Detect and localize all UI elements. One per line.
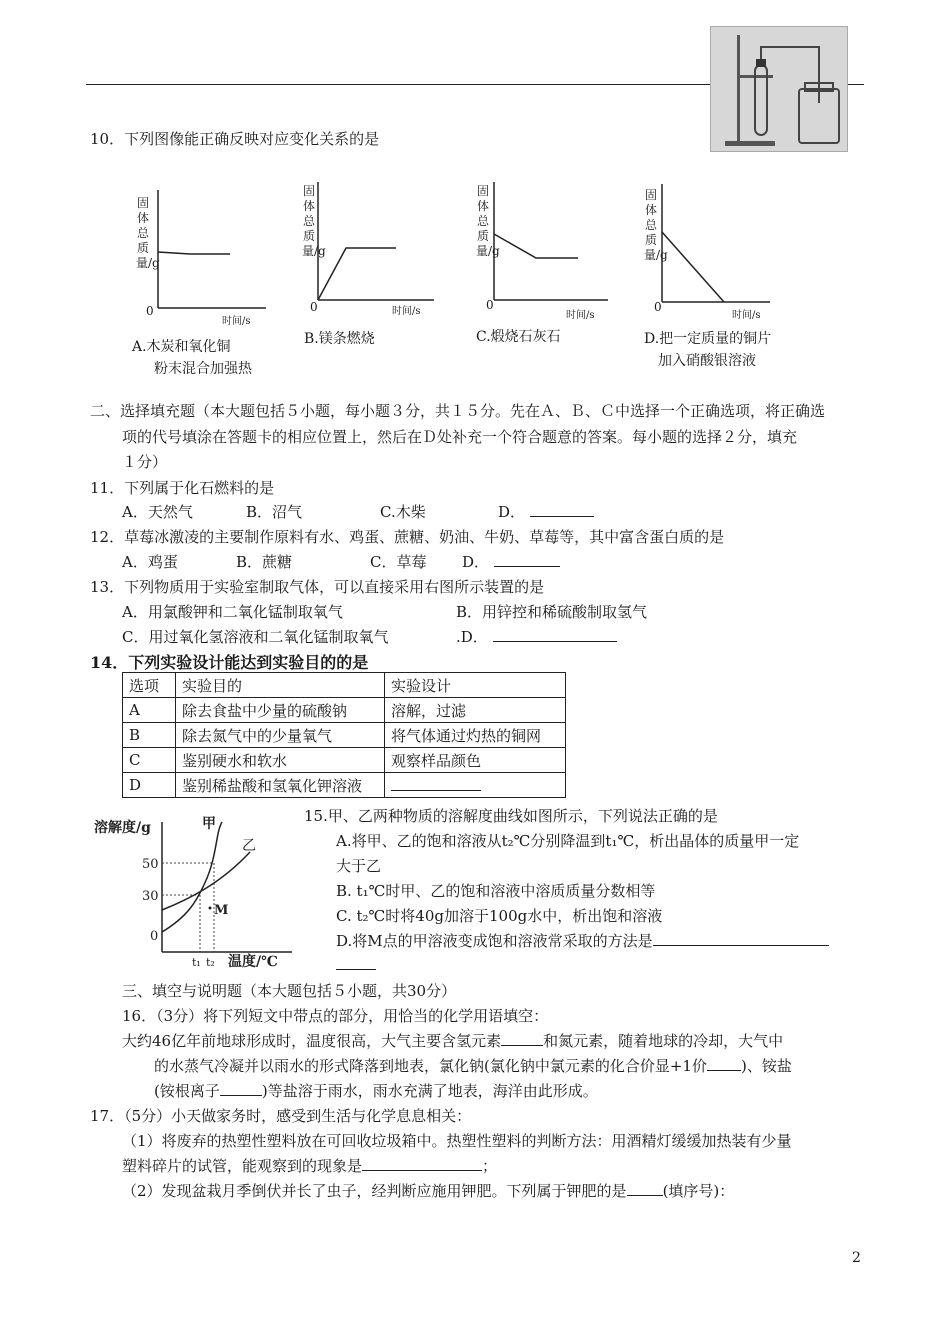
table-cell: 溶解，过滤 [385,698,566,723]
graph-b-xlabel: 时间/s [392,306,421,317]
q11-option-d: D． [498,501,594,522]
table-cell: C [123,748,176,773]
q14-stem: 14．下列实验设计能达到实验目的的是 [90,653,369,672]
q15-option-b: B. t₁℃时甲、乙的饱和溶液中溶质质量分数相等 [336,882,656,900]
q13-option-a: A．用氯酸钾和二氧化锰制取氧气 [122,603,343,621]
table-cell: 鉴别稀盐酸和氢氧化钾溶液 [176,773,385,798]
q12-answer-blank[interactable] [494,552,560,567]
q12-option-b: B．蔗糖 [236,553,293,571]
chart-tick-50: 50 [142,857,159,872]
q14-answer-blank[interactable] [391,776,481,791]
graph-a-xlabel: 时间/s [222,316,251,327]
chart-series-yi: 乙 [242,838,256,854]
chart-point-m: M [214,903,229,918]
table-header-cell: 选项 [123,673,176,698]
chart-tick-t2: t₂ [206,956,215,969]
q15-option-c: C. t₂℃时将40g加溶于100g水中，析出饱和溶液 [336,907,663,925]
q17-stem: 17．（5分）小天做家务时，感受到生活与化学息息相关： [90,1107,472,1125]
q11-option-c: C.木柴 [380,503,426,521]
table-cell: 观察样品颜色 [385,748,566,773]
graph-a-caption2: 粉末混合加强热 [154,361,252,377]
graph-d-caption2: 加入硝酸银溶液 [658,353,756,369]
q16-blank2[interactable] [707,1056,741,1071]
graph-a-caption1: A.木炭和氧化铜 [132,339,231,355]
q13-answer-blank[interactable] [493,627,617,642]
table-row [123,773,566,798]
chart-ylabel: 溶解度/g [94,820,151,836]
graph-c-origin: 0 [486,298,494,312]
chart-tick-30: 30 [142,889,159,904]
graph-b-plot [310,182,440,312]
q15-stem: 15.甲、乙两种物质的溶解度曲线如图所示，下列说法正确的是 [304,807,718,825]
table-header-cell: 实验设计 [385,673,566,698]
table-cell: D [123,773,176,798]
table-cell: 除去食盐中少量的硫酸钠 [176,698,385,723]
chart-origin: 0 [150,929,159,944]
section3-title: 三、填空与说明题（本大题包括５小题，共30分） [122,982,457,1000]
graph-a-ylabel: 固体总质量/g [136,196,160,270]
apparatus-drawing [711,27,847,151]
table-cell: 将气体通过灼热的铜网 [385,723,566,748]
chart-tick-t1: t₁ [192,956,201,969]
q16-line2: 的水蒸气冷凝并以雨水的形式降落到地表，氯化钠(氯化钠中氯元素的化合价显+1价 )、铵盐 [154,1057,792,1075]
q13-option-c: C．用过氧化氢溶液和二氧化锰制取氧气 [122,628,389,646]
q15-answer-blank[interactable] [653,931,829,946]
q15-option-a-line2: 大于乙 [336,857,382,875]
chart-series-jia: 甲 [202,816,216,832]
table-header-cell: 实验目的 [176,673,385,698]
graph-d-ylabel: 固体总质量/g [644,188,668,262]
q15-option-a-line1: A.将甲、乙的饱和溶液从t₂℃分别降温到t₁℃，析出晶体的质量甲一定 [336,832,800,850]
table-row [123,723,566,748]
q11-option-b: B．沼气 [246,503,303,521]
graph-b-origin: 0 [310,300,318,314]
chart-xlabel: 温度/℃ [228,954,278,970]
q11-stem: 11．下列属于化石燃料的是 [90,479,275,497]
chart-curve-jia [162,822,222,932]
section2-line3: １分） [122,453,168,471]
q16-blank1[interactable] [501,1031,543,1046]
table-header-row [123,673,566,698]
table-row [123,748,566,773]
q16-line1: 大约46亿年前地球形成时，温度很高，大气主要含氢元素 和氮元素，随着地球的冷却，大气中 [122,1032,784,1050]
graph-d-xlabel: 时间/s [732,310,761,321]
q16-line3: (铵根离子 )等盐溶于雨水，雨水充满了地表，海洋由此形成。 [154,1082,598,1100]
graph-d-plot [654,184,784,314]
q15-answer-blank-continued[interactable] [336,955,376,974]
q13-stem: 13．下列物质用于实验室制取气体，可以直接采用右图所示装置的是 [90,578,545,596]
graph-c-xlabel: 时间/s [566,310,595,321]
section2-line2: 项的代号填涂在答题卡的相应位置上，然后在Ｄ处补充一个符合题意的答案。每小题的选择２分，填充 [122,428,798,446]
q12-option-d: D． [462,551,560,572]
q11-answer-blank[interactable] [530,502,594,517]
graph-b-caption: B.镁条燃烧 [304,331,375,347]
apparatus-image [710,26,848,152]
q17-sub2: （2）发现盆栽月季倒伏并长了虫子，经判断应施用钾肥。下列属于钾肥的是 (填序号)： [122,1182,735,1200]
q11-option-a: A．天然气 [122,503,193,521]
table-cell: 除去氮气中的少量氧气 [176,723,385,748]
page-number: 2 [852,1250,861,1266]
q16-blank3[interactable] [220,1081,262,1096]
q17-sub1-line1: （1）将废弃的热塑性塑料放在可回收垃圾箱中。热塑性塑料的判断方法：用酒精灯缓缓加热装有少量 [122,1132,792,1150]
graph-d-caption1: D.把一定质量的铜片 [644,331,772,347]
q17-sub1-line2: 塑料碎片的试管，能观察到的现象是 ； [122,1157,498,1175]
graph-a-plot [150,190,270,315]
q15-option-d: D.将M点的甲溶液变成饱和溶液常采取的方法是 [336,930,829,951]
graph-c-ylabel: 固体总质量/g [476,184,500,258]
q12-option-c: C．草莓 [370,553,427,571]
graph-b-ylabel: 固体总质量/g [302,184,326,258]
solubility-chart [92,812,302,972]
table-cell: A [123,698,176,723]
q10-stem: 10．下列图像能正确反映对应变化关系的是 [90,130,380,148]
q12-stem: 12．草莓冰激凌的主要制作原料有水、鸡蛋、蔗糖、奶油、牛奶、草莓等，其中富含蛋白质的是 [90,528,725,546]
q17-blank2[interactable] [627,1181,663,1196]
q12-option-a: A．鸡蛋 [122,553,178,571]
graph-c-plot [486,182,616,312]
q17-blank1[interactable] [362,1156,482,1171]
graph-a-origin: 0 [146,304,154,318]
q13-option-d: .D． [456,626,617,647]
chart-point-m-dot [209,907,212,910]
table-cell: 鉴别硬水和软水 [176,748,385,773]
q13-option-b: B．用锌控和稀硫酸制取氢气 [456,603,648,621]
table-cell: B [123,723,176,748]
section2-line1: 二、选择填充题（本大题包括５小题，每小题３分，共１５分。先在Ａ、Ｂ、Ｃ中选择一个正确选项，将正确选 [90,402,826,420]
graph-c-caption: C.煅烧石灰石 [476,329,561,345]
graph-d-origin: 0 [654,300,662,314]
q16-stem: 16．（3分）将下列短文中带点的部分，用恰当的化学用语填空： [122,1007,549,1025]
q14-table [122,672,566,798]
table-row [123,698,566,723]
q14-answer-cell[interactable] [385,773,566,798]
